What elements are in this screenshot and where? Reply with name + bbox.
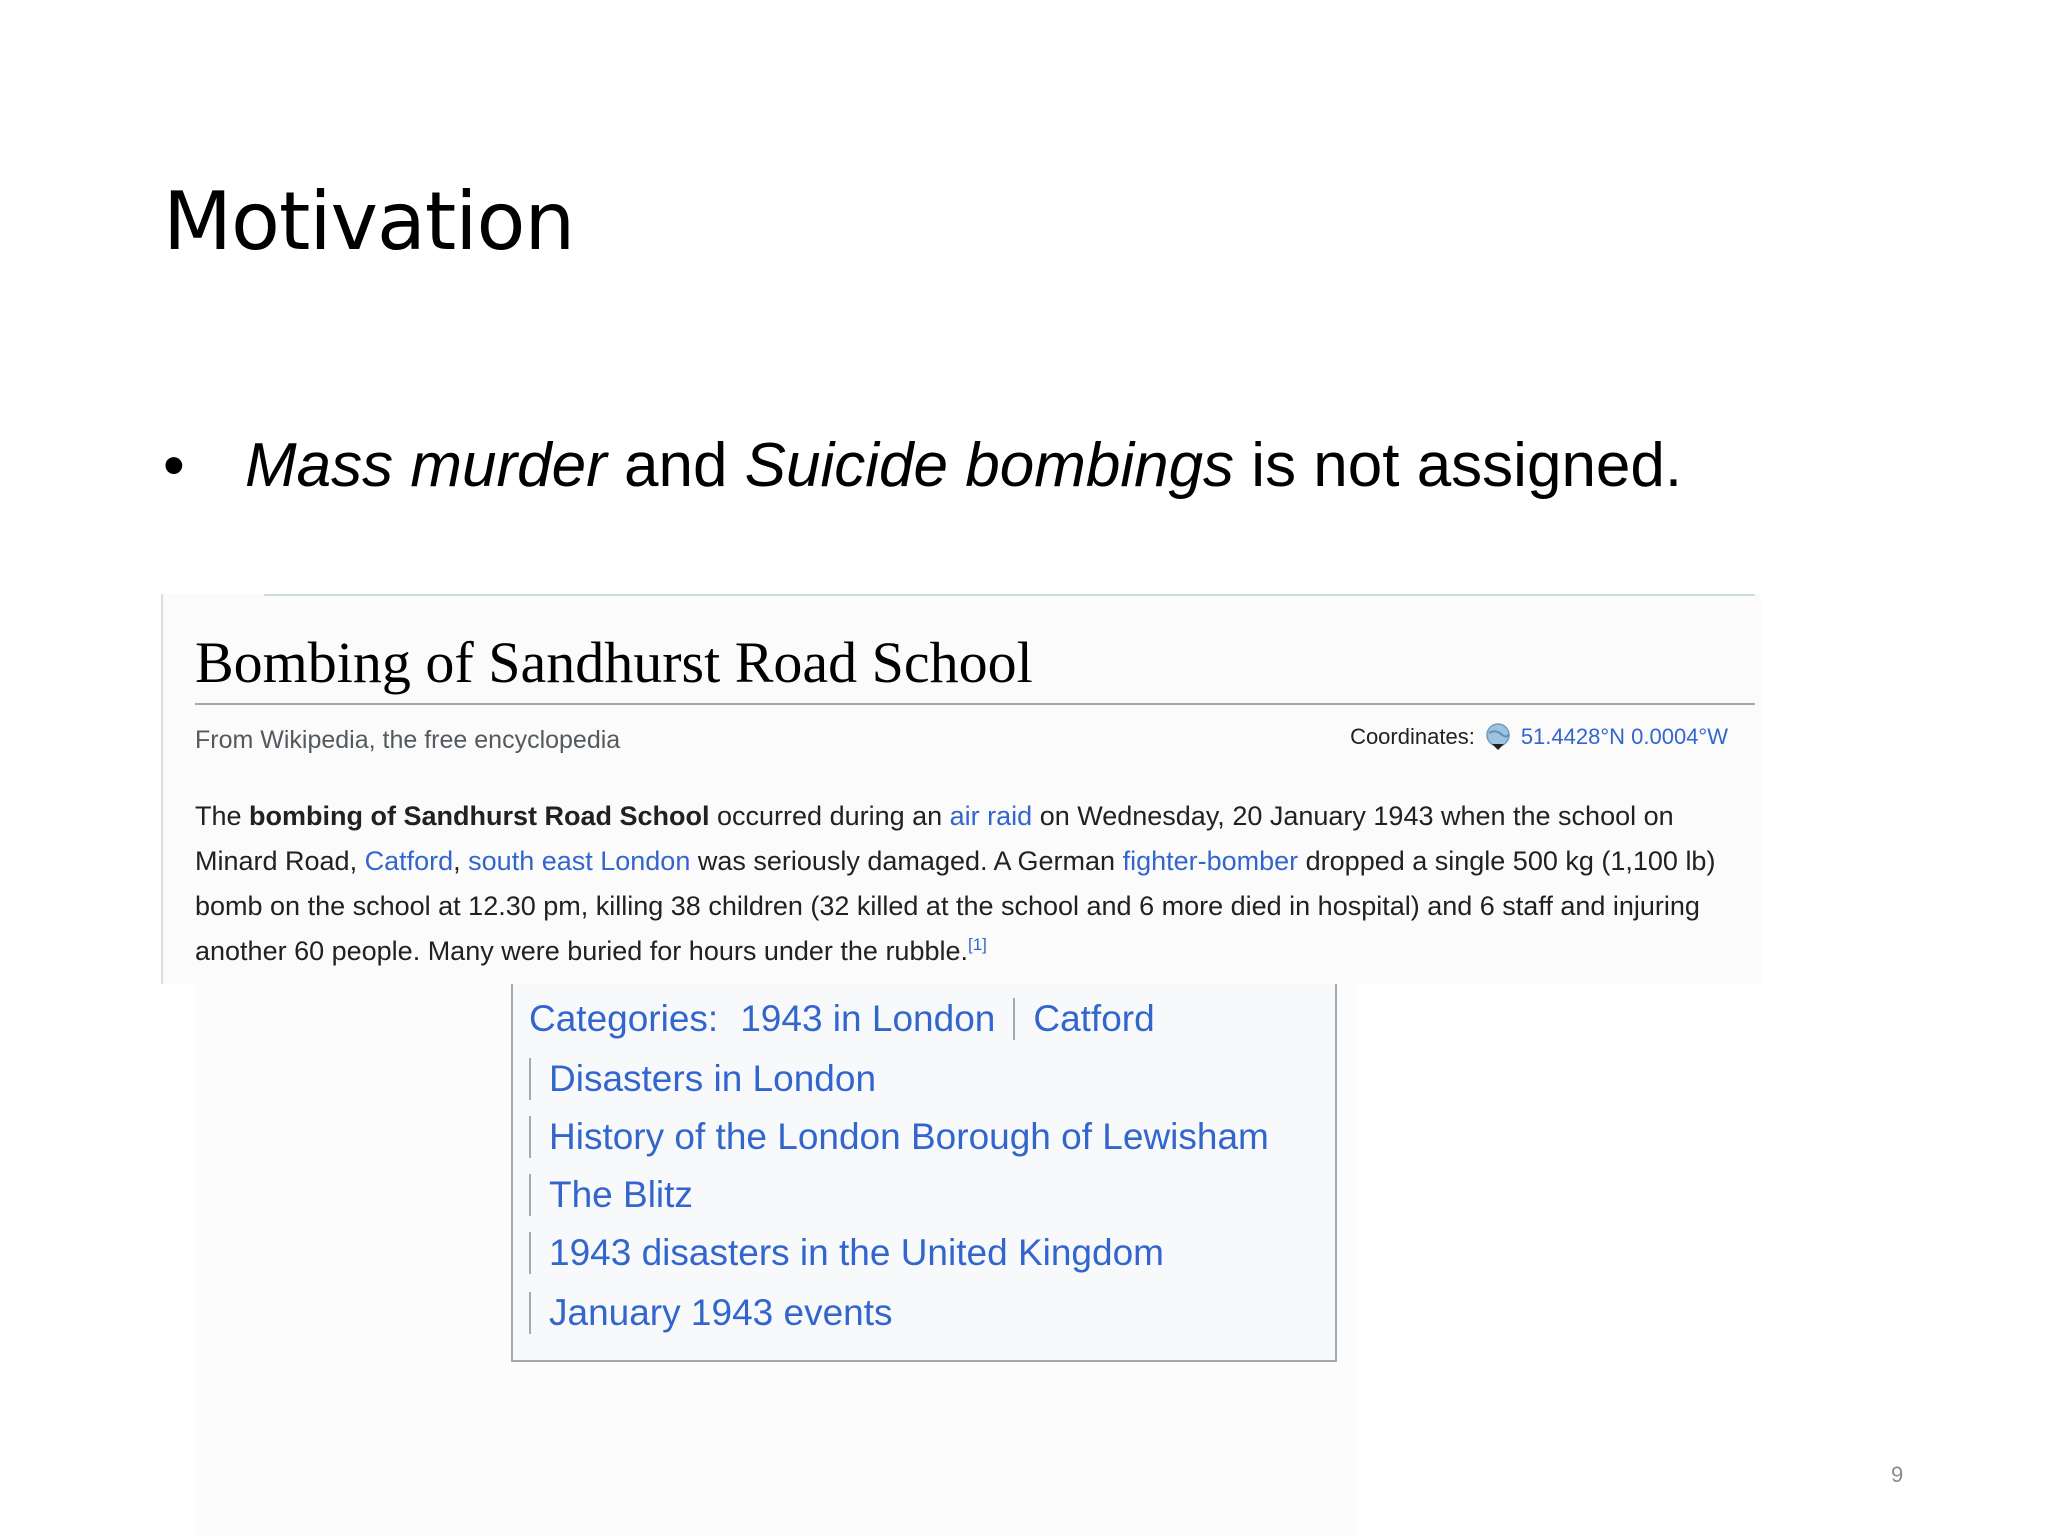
category-separator [529,1232,531,1274]
paragraph-text: , [453,846,469,876]
category-separator [529,1174,531,1216]
category-link[interactable]: Disasters in London [549,1058,877,1099]
paragraph-text: occurred during an [709,801,950,831]
category-link[interactable]: Catford [1033,998,1155,1039]
paragraph-text: bombing of Sandhurst Road School [249,801,710,831]
slide-title: Motivation [163,175,575,268]
category-link[interactable]: 1943 in London [740,998,996,1039]
article-title: Bombing of Sandhurst Road School [195,630,1033,695]
category-link[interactable]: January 1943 events [549,1292,893,1333]
globe-icon[interactable] [1483,722,1513,752]
categories-box [511,984,1337,1362]
bullet-italic-mass-murder: Mass murder [245,431,607,500]
category-separator [529,1116,531,1158]
page-number: 9 [1891,1462,1904,1487]
categories-label[interactable]: Categories: [529,998,719,1039]
category-link[interactable]: The Blitz [549,1174,693,1215]
bullet-text-rest: is not assigned. [1234,431,1683,500]
article-top-border [1031,594,1755,596]
inline-link[interactable]: air raid [949,801,1033,831]
wikipedia-article-screenshot [161,594,1761,984]
bullet-text-and: and [606,431,745,500]
categories-row [529,1116,1269,1158]
categories-row [529,1232,1164,1274]
paragraph-text: on Wednesday, 20 January 1943 when the school on Minard Road, [195,801,1674,876]
bullet-point [163,432,1682,500]
inline-link[interactable]: Catford [364,846,454,876]
category-separator [529,1058,531,1100]
category-link[interactable]: 1943 disasters in the United Kingdom [549,1232,1164,1273]
categories-row [529,1058,876,1100]
categories-row [529,1174,693,1216]
coordinates-link[interactable]: 51.4428°N 0.0004°W [1520,724,1728,749]
category-link[interactable]: History of the London Borough of Lewisham [549,1116,1269,1157]
paragraph-text: was seriously damaged. A German [690,846,1123,876]
title-divider [195,703,1755,705]
article-left-border [161,594,163,984]
paragraph-text: The [195,801,250,831]
coordinates [1350,722,1728,752]
category-separator [1013,998,1015,1040]
inline-link[interactable]: fighter-bomber [1122,846,1299,876]
category-separator [529,1292,531,1334]
inline-link[interactable]: south east London [468,846,691,876]
article-top-border [264,594,1098,596]
bullet-italic-suicide-bombings: Suicide bombings [744,431,1235,500]
categories-row [529,1292,893,1334]
categories-row [529,998,1155,1040]
article-source: From Wikipedia, the free encyclopedia [195,726,621,754]
article-paragraph [195,794,1755,974]
paragraph-text: dropped a single 500 kg (1,100 lb) bomb on the school at 12.30 pm, killing 38 children (32 killed at the school and 6 more died in hospital) and 6 staff and injuring another 60 people. Many were buried for hours under the rubble. [195,846,1716,966]
reference-link[interactable]: [1] [968,935,987,954]
coordinates-label: Coordinates: [1350,724,1475,749]
bullet-marker: • [163,431,185,500]
